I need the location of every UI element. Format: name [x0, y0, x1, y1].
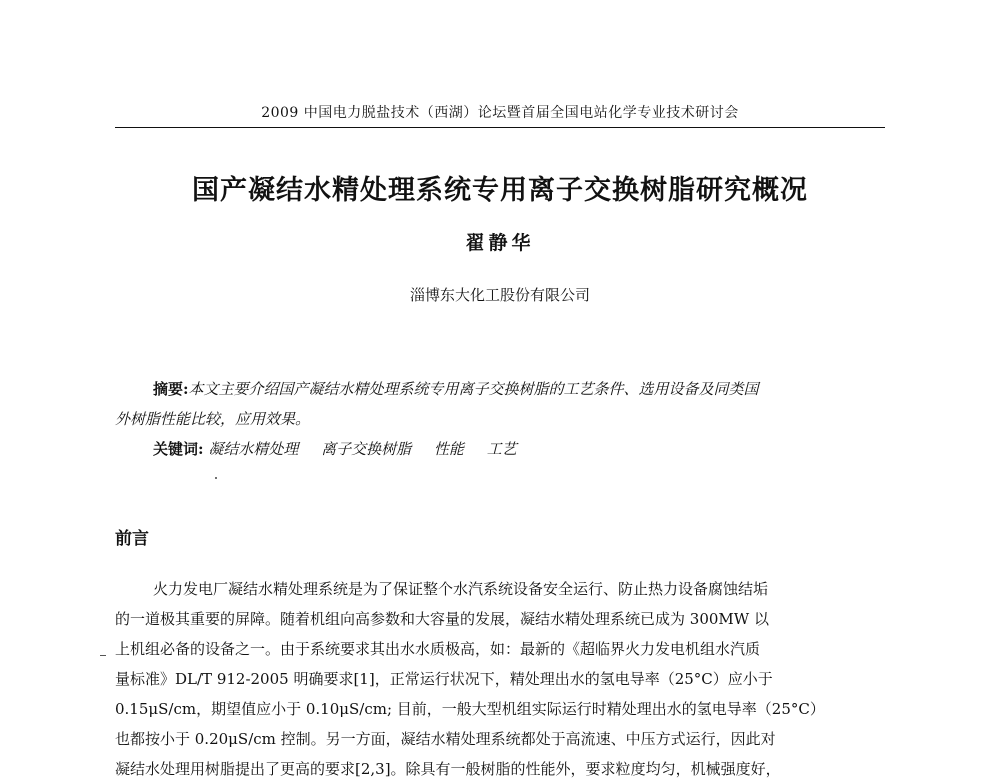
body-line: 上机组必备的设备之一。由于系统要求其出水水质极高，如：最新的《超临界火力发电机组水汽质: [115, 640, 761, 658]
abstract-text: 本文主要介绍国产凝结水精处理系统专用离子交换树脂的工艺条件、选用设备及同类国: [188, 380, 759, 398]
margin-mark: [100, 655, 106, 656]
abstract-label: 摘要:: [153, 380, 189, 398]
keyword: 离子交换树脂: [321, 440, 412, 458]
abstract-line: 外树脂性能比较，应用效果。: [115, 410, 311, 428]
scan-speck: [215, 477, 217, 479]
author-name: 翟静华: [465, 232, 535, 254]
body-paragraph: [115, 574, 885, 784]
body-line: 凝结水处理用树脂提出了更高的要求[2,3]。除具有一般树脂的性能外，要求粒度均匀，机械强度好，: [115, 760, 781, 778]
body-line: 量标准》DL/T 912-2005 明确要求[1]，正常运行状况下，精处理出水的氢电导率（25°C）应小于: [115, 670, 773, 688]
keyword: 凝结水精处理: [208, 440, 299, 458]
keywords-label: 关键词:: [153, 440, 204, 458]
abstract: [115, 374, 885, 434]
running-header: 2009 中国电力脱盐技术（西湖）论坛暨首届全国电站化学专业技术研讨会: [261, 105, 739, 121]
body-line: 也都按小于 0.20μS/cm 控制。另一方面，凝结水精处理系统都处于高流速、中压方式运行，因此对: [115, 730, 776, 748]
keyword: 性能: [433, 440, 464, 458]
header-rule: [115, 127, 885, 128]
body-line: 的一道极其重要的屏障。随着机组向高参数和大容量的发展，凝结水精处理系统已成为 300MW 以: [115, 610, 769, 628]
paper-title: 国产凝结水精处理系统专用离子交换树脂研究概况: [192, 175, 808, 206]
keyword: 工艺: [486, 440, 517, 458]
keywords: [153, 434, 893, 464]
author-affiliation: 淄博东大化工股份有限公司: [409, 286, 590, 304]
abstract-line: [115, 374, 885, 404]
section-heading: 前言: [115, 529, 149, 549]
body-line: 火力发电厂凝结水精处理系统是为了保证整个水汽系统设备安全运行、防止热力设备腐蚀结垢: [153, 580, 769, 598]
body-line: 0.15μS/cm，期望值应小于 0.10μS/cm; 目前，一般大型机组实际运行时精处理出水的氢电导率（25°C）: [115, 700, 825, 718]
